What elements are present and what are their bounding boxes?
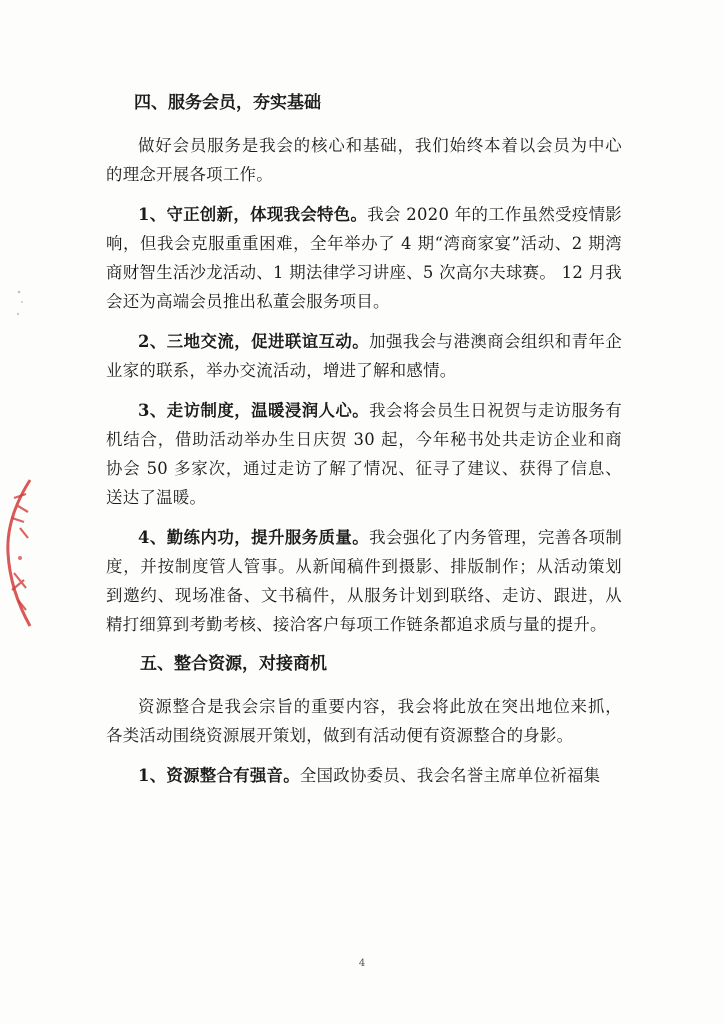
seal-arc xyxy=(8,480,30,626)
section-heading: 五、整合资源，对接商机 xyxy=(140,654,327,674)
page-number: 4 xyxy=(358,958,366,969)
section-heading: 四、服务会员，夯实基础 xyxy=(134,93,321,113)
paragraph xyxy=(106,692,622,750)
paragraph-lead: 2、三地交流，促进联谊互动。 xyxy=(138,332,370,351)
red-seal-stamp xyxy=(0,478,34,628)
paragraph xyxy=(106,200,622,316)
paragraph-lead: 3、走访制度，温暖浸润人心。 xyxy=(138,401,370,420)
paragraph xyxy=(106,761,622,790)
paragraph xyxy=(106,396,622,512)
scan-speck xyxy=(14,286,26,322)
paragraph-text: 加强我会与港澳商会组织和青年企业家的联系，举办交流活动，增进了解和感情。 xyxy=(106,332,623,380)
paragraph-text: 我会 2020 年的工作虽然受疫情影响，但我会克服重重困难，全年举办了 4 期“湾商家宴”活动、2 期湾商财智生活沙龙活动、1 期法律学习讲座、5 次高尔夫球赛。 12 月我会还为高端会员推出私董会服务项目。 xyxy=(106,205,622,311)
paragraph xyxy=(106,327,622,385)
paragraph-text: 我会将会员生日祝贺与走访服务有机结合，借助活动举办生日庆贺 30 起，今年秘书处共走访企业和商协会 50 多家次，通过走访了解了情况、征寻了建议、获得了信息、送达了温暖。 xyxy=(106,401,623,507)
document-body xyxy=(106,89,622,801)
paragraph-text: 资源整合是我会宗旨的重要内容，我会将此放在突出地位来抓，各类活动围绕资源展开策划，做到有活动便有资源整合的身影。 xyxy=(106,697,622,745)
seal-dot xyxy=(18,556,22,560)
paragraph-text: 我会强化了内务管理，完善各项制度，并按制度管人管事。从新闻稿件到摄影、排版制作；从活动策划到邀约、现场准备、文书稿件，从服务计划到联络、走访、跟进，从精打细算到考勤考核、接洽客户每项工作链条都追求质与量的提升。 xyxy=(106,528,623,634)
paragraph xyxy=(106,523,622,639)
paragraph-text: 全国政协委员、我会名誉主席单位祈福集 xyxy=(299,766,601,785)
paragraph-lead: 1、资源整合有强音。 xyxy=(138,766,300,785)
paragraph xyxy=(106,131,622,189)
paragraph-lead: 4、勤练内功，提升服务质量。 xyxy=(138,528,370,547)
paragraph-text: 做好会员服务是我会的核心和基础，我们始终本着以会员为中心的理念开展各项工作。 xyxy=(106,136,622,184)
paragraph-lead: 1、守正创新，体现我会特色。 xyxy=(138,205,368,224)
